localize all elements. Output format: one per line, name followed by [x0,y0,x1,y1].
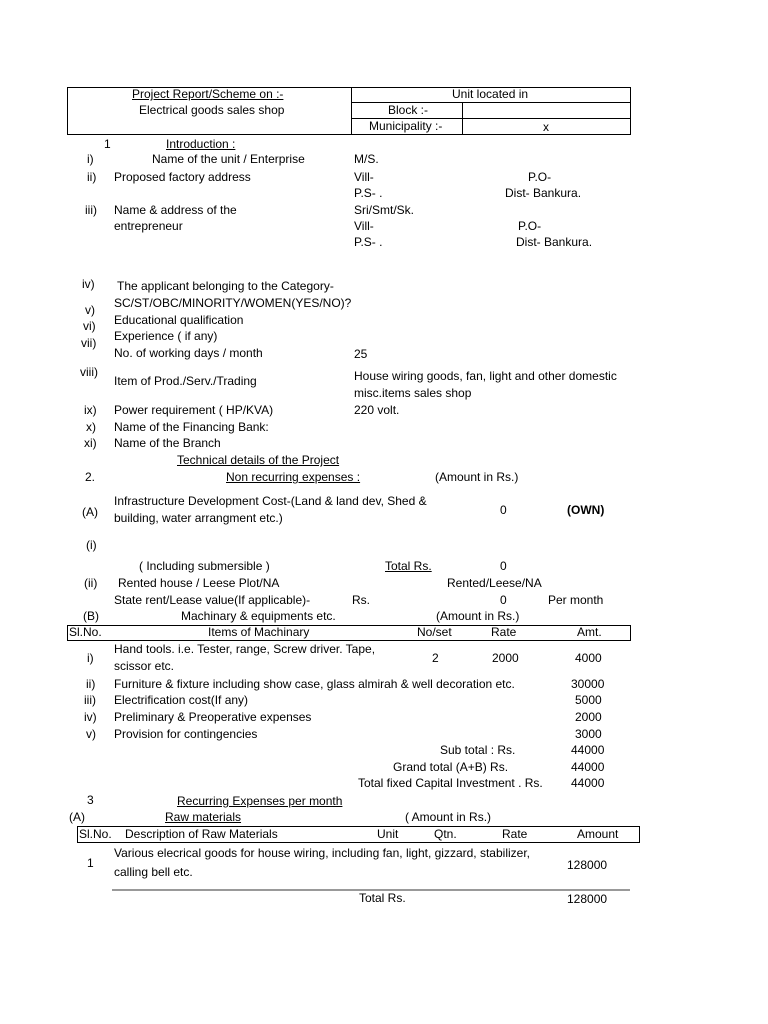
machinery-row-4-num: iv) [84,710,97,724]
recurring-heading: Recurring Expenses per month [177,794,343,808]
raw-total-value: 128000 [567,892,608,906]
raw-total-label: Total Rs. [359,891,406,905]
raw-label-A: (A) [69,810,85,824]
technical-heading: Technical details of the Project [177,453,340,467]
machinery-row-1-num: i) [87,651,94,665]
infra-value: 0 [500,503,507,517]
raw-col-amount: Amount [577,827,619,841]
section-2-number: 2. [85,470,96,484]
entrepreneur-label-b: entrepreneur [114,219,183,233]
row-label-i: (i) [86,538,97,552]
item-label: Item of Prod./Serv./Trading [114,374,257,388]
machinery-row-5-amt: 3000 [575,727,602,741]
rs-label: Rs. [352,593,370,607]
submersible-label: ( Including submersible ) [139,559,270,573]
infra-label-b: building, water arrangment etc.) [114,511,283,525]
row-num-x: x) [86,420,96,434]
amount-in-rs-2: (Amount in Rs.) [436,609,520,623]
working-days-label: No. of working days / month [114,346,263,360]
unit-name-label: Name of the unit / Enterprise [152,152,305,166]
machinery-heading: Machinary & equipments etc. [181,609,336,623]
amount-in-rs-1: (Amount in Rs.) [435,470,519,484]
factory-address-label: Proposed factory address [114,170,251,184]
row-num-iii: iii) [85,203,97,217]
fixed-capital-label: Total fixed Capital Investment . Rs. [358,776,543,790]
category-label-a: The applicant belonging to the Category- [117,279,334,293]
total-rs-value: 0 [500,559,507,573]
col-sl-no: Sl.No. [69,625,102,639]
raw-row-1-desc-a: Various elecrical goods for house wiring, including fan, light, gizzard, stabilizer, [114,846,530,860]
report-title: Project Report/Scheme on :- [132,87,284,101]
po-2: P.O- [518,219,542,233]
row-label-ii: (ii) [84,576,98,590]
experience-label: Experience ( if any) [114,329,218,343]
row-num-viii: viii) [80,365,98,379]
machinery-row-5-num: v) [86,727,96,741]
rented-label: Rented house / Leese Plot/NA [118,576,280,590]
machinery-row-1-desc-b: scissor etc. [114,659,175,673]
machinery-row-3-num: iii) [84,693,96,707]
power-value: 220 volt. [354,403,400,417]
row-num-vi: vi) [83,319,96,333]
machinery-row-3-amt: 5000 [575,693,602,707]
raw-row-1-desc-b: calling bell etc. [114,865,193,879]
machinery-row-1-desc-a: Hand tools. i.e. Tester, range, Screw driver. Tape, [114,642,376,656]
machinery-row-1-amt: 4000 [575,651,602,665]
category-label-b: SC/ST/OBC/MINORITY/WOMEN(YES/NO)? [114,296,352,310]
municipality-label: Municipality :- [369,119,443,133]
row-num-i: i) [87,152,94,166]
per-month-label: Per month [548,593,604,607]
dist-1: Dist- Bankura. [505,186,582,200]
machinery-row-4-desc: Preliminary & Preoperative expenses [114,710,312,724]
section-1-heading: Introduction : [166,137,236,151]
sri-value: Sri/Smt/Sk. [354,203,415,217]
row-num-vii: vii) [81,336,97,350]
machinery-row-1-no: 2 [432,651,439,665]
raw-row-1-num: 1 [87,856,94,870]
item-value-b: misc.items sales shop [354,386,472,400]
block-label: Block :- [388,103,429,117]
col-rate: Rate [491,625,517,639]
grand-total-label: Grand total (A+B) Rs. [393,760,509,774]
raw-col-qtn: Qtn. [434,827,457,841]
col-no-set: No/set [417,625,452,639]
ps-2: P.S- . [354,235,383,249]
po-1: P.O- [528,170,552,184]
nonrecurring-heading: Non recurring expenses : [226,470,361,484]
power-label: Power requirement ( HP/KVA) [114,403,274,417]
branch-label: Name of the Branch [114,436,221,450]
fixed-capital-value: 44000 [571,776,605,790]
rented-value: Rented/Leese/NA [447,576,542,590]
machinery-row-2-num: ii) [86,677,96,691]
raw-row-1-amount: 128000 [567,858,608,872]
section-3-number: 3 [87,793,94,807]
row-label-A: (A) [82,505,98,519]
subtotal-label: Sub total : Rs. [440,743,516,757]
unit-located-label: Unit located in [452,87,529,101]
subtotal-value: 44000 [571,743,605,757]
row-num-iv: iv) [82,277,95,291]
row-label-B: (B) [83,609,99,623]
vill-1: Vill- [354,170,374,184]
own-label: (OWN) [567,503,605,517]
raw-col-sl-no: Sl.No. [79,827,112,841]
total-rs-label: Total Rs. [385,559,432,573]
row-num-ix: ix) [84,403,97,417]
raw-col-unit: Unit [377,827,399,841]
machinery-row-4-amt: 2000 [575,710,602,724]
bank-label: Name of the Financing Bank: [114,420,269,434]
amount-in-rs-3: ( Amount in Rs.) [405,810,492,824]
grand-total-value: 44000 [571,760,605,774]
row-num-ii: ii) [87,170,97,184]
col-items-of-machinery: Items of Machinary [208,625,310,639]
raw-col-description: Description of Raw Materials [125,827,278,841]
working-days-value: 25 [354,347,368,361]
municipality-value: x [543,120,549,134]
report-subtitle: Electrical goods sales shop [139,103,285,117]
infra-label-a: Infrastructure Development Cost-(Land & land dev, Shed & [114,494,427,508]
dist-2: Dist- Bankura. [516,235,593,249]
section-1-number: 1 [104,137,111,151]
ps-1: P.S- . [354,186,383,200]
machinery-row-1-rate: 2000 [492,651,519,665]
machinery-table-header [67,625,631,641]
machinery-row-3-desc: Electrification cost(If any) [114,693,249,707]
row-num-xi: xi) [84,436,97,450]
raw-materials-heading: Raw materials [165,810,242,824]
header-inner-divider [462,102,463,135]
machinery-row-2-amt: 30000 [571,677,605,691]
ms-value: M/S. [354,152,379,166]
machinery-row-5-desc: Provision for contingencies [114,727,258,741]
entrepreneur-label-a: Name & address of the [114,203,237,217]
education-label: Educational qualification [114,313,244,327]
machinery-row-2-desc: Furniture & fixture including show case, glass almirah & well decoration etc. [114,677,515,691]
state-rent-label: State rent/Lease value(If applicable)- [114,593,311,607]
vill-2: Vill- [354,219,374,233]
raw-col-rate: Rate [502,827,528,841]
row-num-v: v) [85,303,95,317]
col-amt: Amt. [577,625,602,639]
rent-value: 0 [500,593,507,607]
header-divider [351,87,352,135]
item-value-a: House wiring goods, fan, light and other domestic [354,369,617,383]
